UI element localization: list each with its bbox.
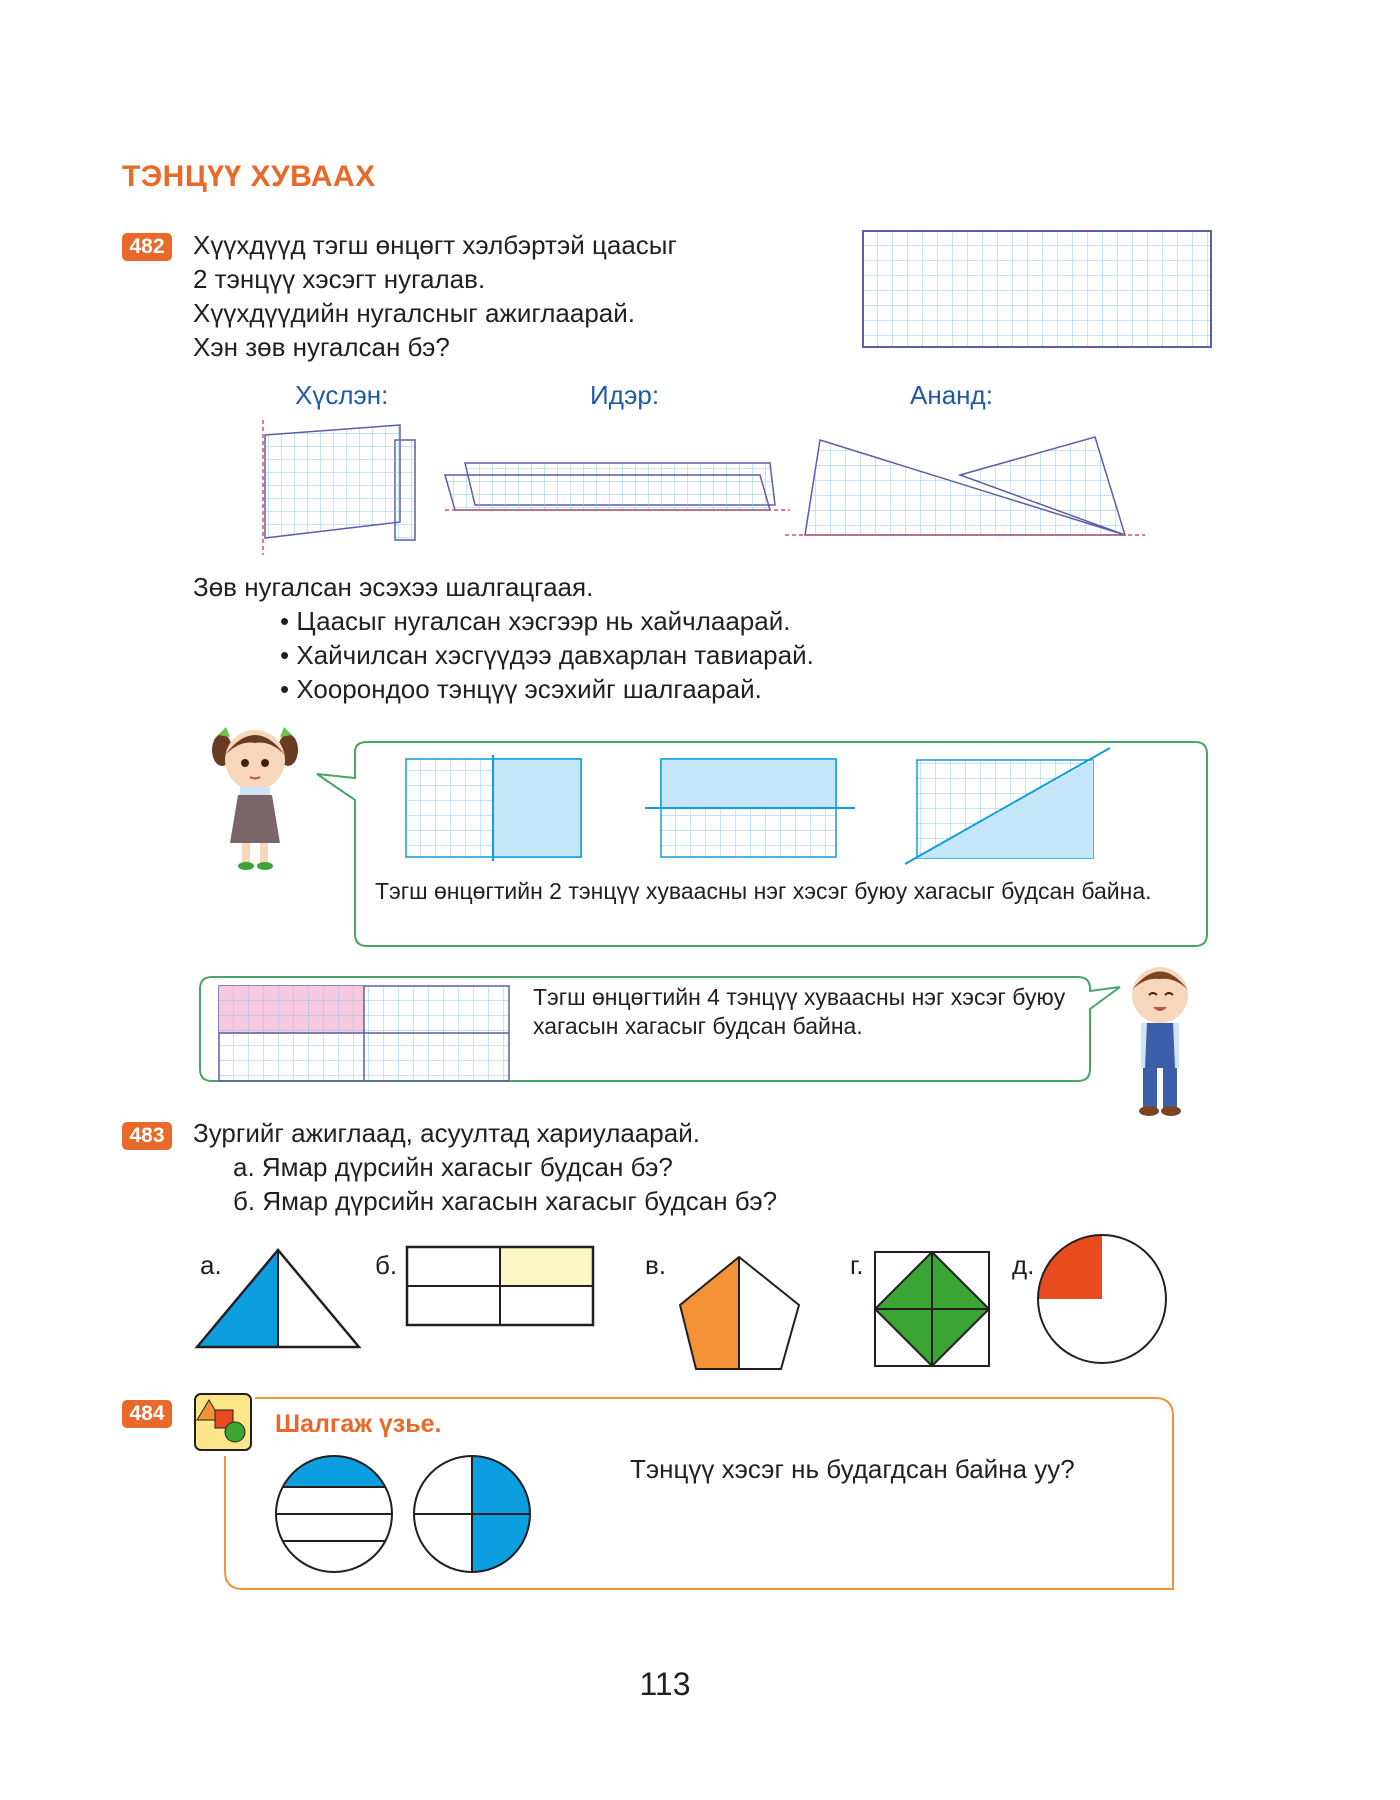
check-step-3: • Хоорондоо тэнцүү эсэхийг шалгаарай. <box>280 674 762 704</box>
circle-quarter-shaded <box>1035 1232 1170 1367</box>
check-step-2: • Хайчилсан хэсгүүдээ давхарлан тавиарай. <box>280 640 814 670</box>
folded-paper-horizontal <box>440 455 790 520</box>
shapes-logo-icon <box>193 1392 253 1452</box>
child-name-anand: Ананд: <box>910 380 993 410</box>
folded-paper-diagonal <box>785 435 1145 540</box>
shape-label-v: в. <box>645 1250 667 1280</box>
rect-quarter-grid <box>218 985 510 1082</box>
girl-character-illustration <box>210 725 300 885</box>
rect-half-vertical <box>405 755 583 861</box>
ex483-item-b: б. Ямар дүрсийн хагасын хагасыг будсан бэ? <box>233 1186 778 1216</box>
shape-label-b: б. <box>375 1250 398 1280</box>
ex482-line-3: Хүүхдүүдийн нугалсныг ажиглаарай. <box>193 298 636 328</box>
shape-label-g: г. <box>850 1250 864 1280</box>
triangle-half-shaded <box>195 1245 365 1350</box>
ex482-line-4: Хэн зөв нугалсан бэ? <box>193 332 450 362</box>
paper-rectangle-grid <box>862 230 1212 348</box>
girl-bubble-text: Тэгш өнцөгтийн 2 тэнцүү хуваасны нэг хэсэг буюу хагасыг будсан байна. <box>375 878 1152 904</box>
check-intro: Зөв нугалсан эсэхээ шалгацгаая. <box>193 572 594 602</box>
child-name-khuslen: Хүслэн: <box>295 380 389 410</box>
exercise-number-484: 484 <box>122 1400 172 1428</box>
ex482-text <box>193 228 677 364</box>
ex483-item-a: а. Ямар дүрсийн хагасыг будсан бэ? <box>233 1152 673 1182</box>
square-diamond-shaded <box>873 1250 991 1368</box>
circle-band-shaded <box>273 1453 395 1575</box>
ex483-question: Зургийг ажиглаад, асуултад хариулаарай. <box>193 1118 700 1148</box>
check-steps <box>280 604 814 706</box>
folded-paper-vertical <box>255 420 425 560</box>
exercise-number-482: 482 <box>122 233 172 261</box>
check-title: Шалгаж үзье. <box>275 1410 442 1438</box>
check-step-1: • Цаасыг нугалсан хэсгээр нь хайчлаарай. <box>280 606 791 636</box>
child-name-ider: Идэр: <box>590 380 660 410</box>
pentagon-half-shaded <box>675 1255 805 1373</box>
ex482-line-2: 2 тэнцүү хэсэгт нугалав. <box>193 264 486 294</box>
rect-half-diagonal <box>905 748 1115 864</box>
ex484-question: Тэнцүү хэсэг нь будагдсан байна уу? <box>630 1454 1075 1484</box>
rectangle-quarter-shaded <box>405 1245 595 1327</box>
page-title: ТЭНЦҮҮ ХУВААХ <box>122 160 376 193</box>
page-number: 113 <box>639 1666 691 1702</box>
shape-label-d: д. <box>1012 1250 1035 1280</box>
rect-half-horizontal <box>645 755 855 861</box>
ex483-items <box>233 1150 777 1218</box>
exercise-number-483: 483 <box>122 1122 172 1150</box>
boy-character-illustration <box>1115 965 1205 1125</box>
ex482-line-1: Хүүхдүүд тэгш өнцөгт хэлбэртэй цаасыг <box>193 230 677 260</box>
boy-bubble-text: Тэгш өнцөгтийн 4 тэнцүү хуваасны нэг хэсэг буюу хагасын хагасыг будсан байна. <box>533 984 1066 1039</box>
shape-label-a: а. <box>200 1250 222 1280</box>
circle-half-shaded <box>411 1453 533 1575</box>
